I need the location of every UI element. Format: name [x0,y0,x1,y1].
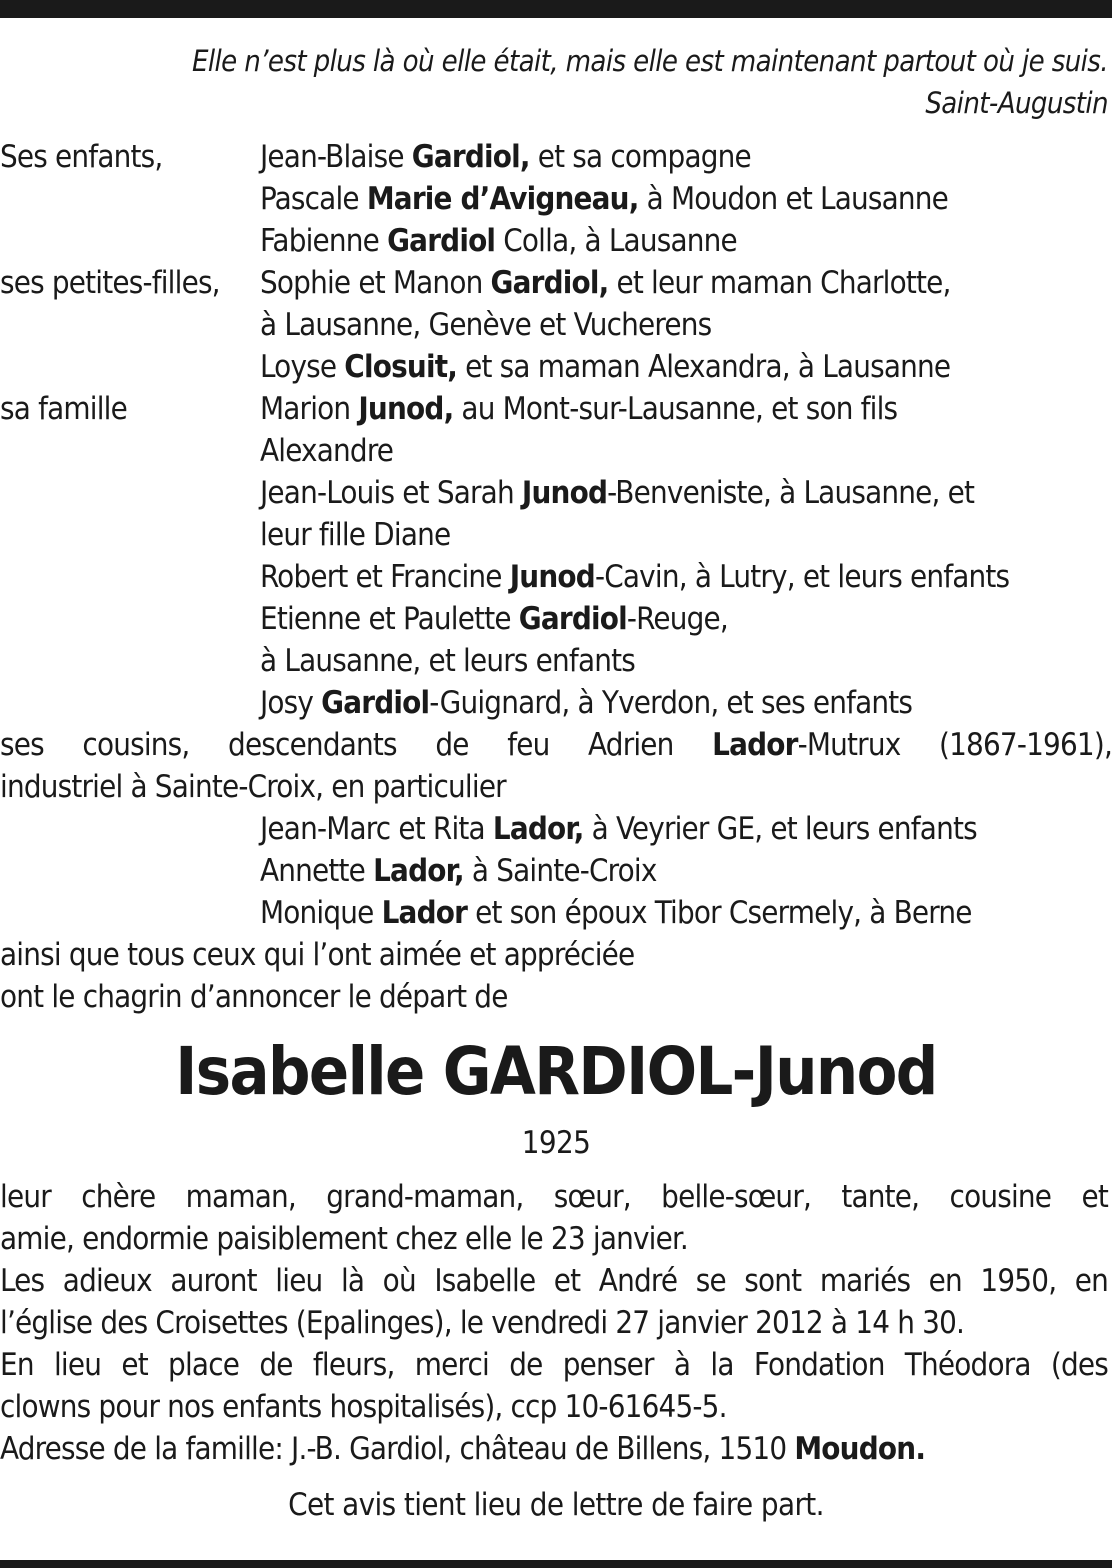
family-row: Jean-Marc et Rita Lador, à Veyrier GE, et leurs enfants [260,811,977,847]
label-children: Ses enfants, [0,139,163,175]
family-row: à Lausanne, Genève et Vucherens [260,307,712,343]
cousins-paragraph: ses cousins, descendants de feu Adrien Lador-Mutrux (1867-1961), industriel à Sainte-Croix, en particulier [0,727,1112,805]
family-address: Adresse de la famille: J.-B. Gardiol, château de Billens, 1510 Moudon. [0,1431,926,1467]
epigraph-text: Elle n’est plus là où elle était, mais elle est maintenant partout où je suis. [191,44,1108,78]
surname: Junod [521,475,608,511]
family-row: ses petites-filles, Sophie et Manon Gardiol, et leur maman Charlotte, [0,262,1112,304]
epigraph-author: Saint-Augustin [925,86,1108,120]
surname: Gardiol [321,685,430,721]
surname: Marie d’Avigneau, [366,181,639,217]
surname: Lador [381,895,468,931]
bottom-rule [0,1560,1112,1568]
epigraph [8,40,1108,124]
announcement-body: leur chère maman, grand-maman, sœur, belle-sœur, tante, cousine et amie, endormie paisiblement chez elle le 23 janvier. Les adieux auront lieu là où Isabelle et André se sont mariés en 1950, en l’église des Croisettes (Epalinges), le vendredi 27 janvier 2012 à 14 h 30. En lieu et place de fleurs, merci de penser à la Fondation Théodora (des clowns pour nos enfants hospitalisés), ccp 10-61645-5. Adresse de la famille: J.-B. Gardiol, château de Billens, 1510 Moudon. [0,1176,1108,1470]
surname: Closuit, [344,349,458,385]
family-row: Jean-Louis et Sarah Junod-Benveniste, à Lausanne, et leur fille Diane [260,475,975,553]
family-row: Pascale Marie d’Avigneau, à Moudon et Lausanne [260,181,949,217]
closing-line-1: ainsi que tous ceux qui l’ont aimée et appréciée [0,937,635,973]
closing-line-2: ont le chagrin d’annoncer le départ de [0,979,508,1015]
family-row: Annette Lador, à Sainte-Croix [260,853,657,889]
address-town: Moudon. [794,1431,926,1467]
surname: Gardiol [387,223,496,259]
family-row: Ses enfants, Jean-Blaise Gardiol, et sa compagne [0,136,1112,178]
surname: Lador, [492,811,584,847]
family-row: Robert et Francine Junod-Cavin, à Lutry, et leurs enfants [260,559,1010,595]
family-row: Etienne et Paulette Gardiol-Reuge, à Lausanne, et leurs enfants [260,601,728,679]
surname: Lador, [373,853,464,889]
family-row: Fabienne Gardiol Colla, à Lausanne [260,223,737,259]
surname: Gardiol [518,601,627,637]
top-rule [0,0,1112,18]
family-row: Josy Gardiol-Guignard, à Yverdon, et ses enfants [260,685,913,721]
label-granddaughters: ses petites-filles, [0,265,220,301]
surname: Lador [712,727,798,763]
label-family: sa famille [0,391,127,427]
surname: Gardiol, [411,139,530,175]
surname: Junod [509,559,595,595]
family-list [0,136,1112,1018]
family-row: sa famille Marion Junod, au Mont-sur-Lausanne, et son fils Alexandre [0,388,1112,472]
closing-note: Cet avis tient lieu de lettre de faire part. [288,1487,824,1523]
surname: Junod, [358,391,454,427]
family-row: Monique Lador et son époux Tibor Csermely, à Berne [260,895,972,931]
deceased-name: Isabelle GARDIOL-Junod [175,1033,937,1110]
surname: Gardiol, [490,265,609,301]
family-row: Loyse Closuit, et sa maman Alexandra, à Lausanne [260,349,951,385]
birth-year: 1925 [521,1125,591,1161]
